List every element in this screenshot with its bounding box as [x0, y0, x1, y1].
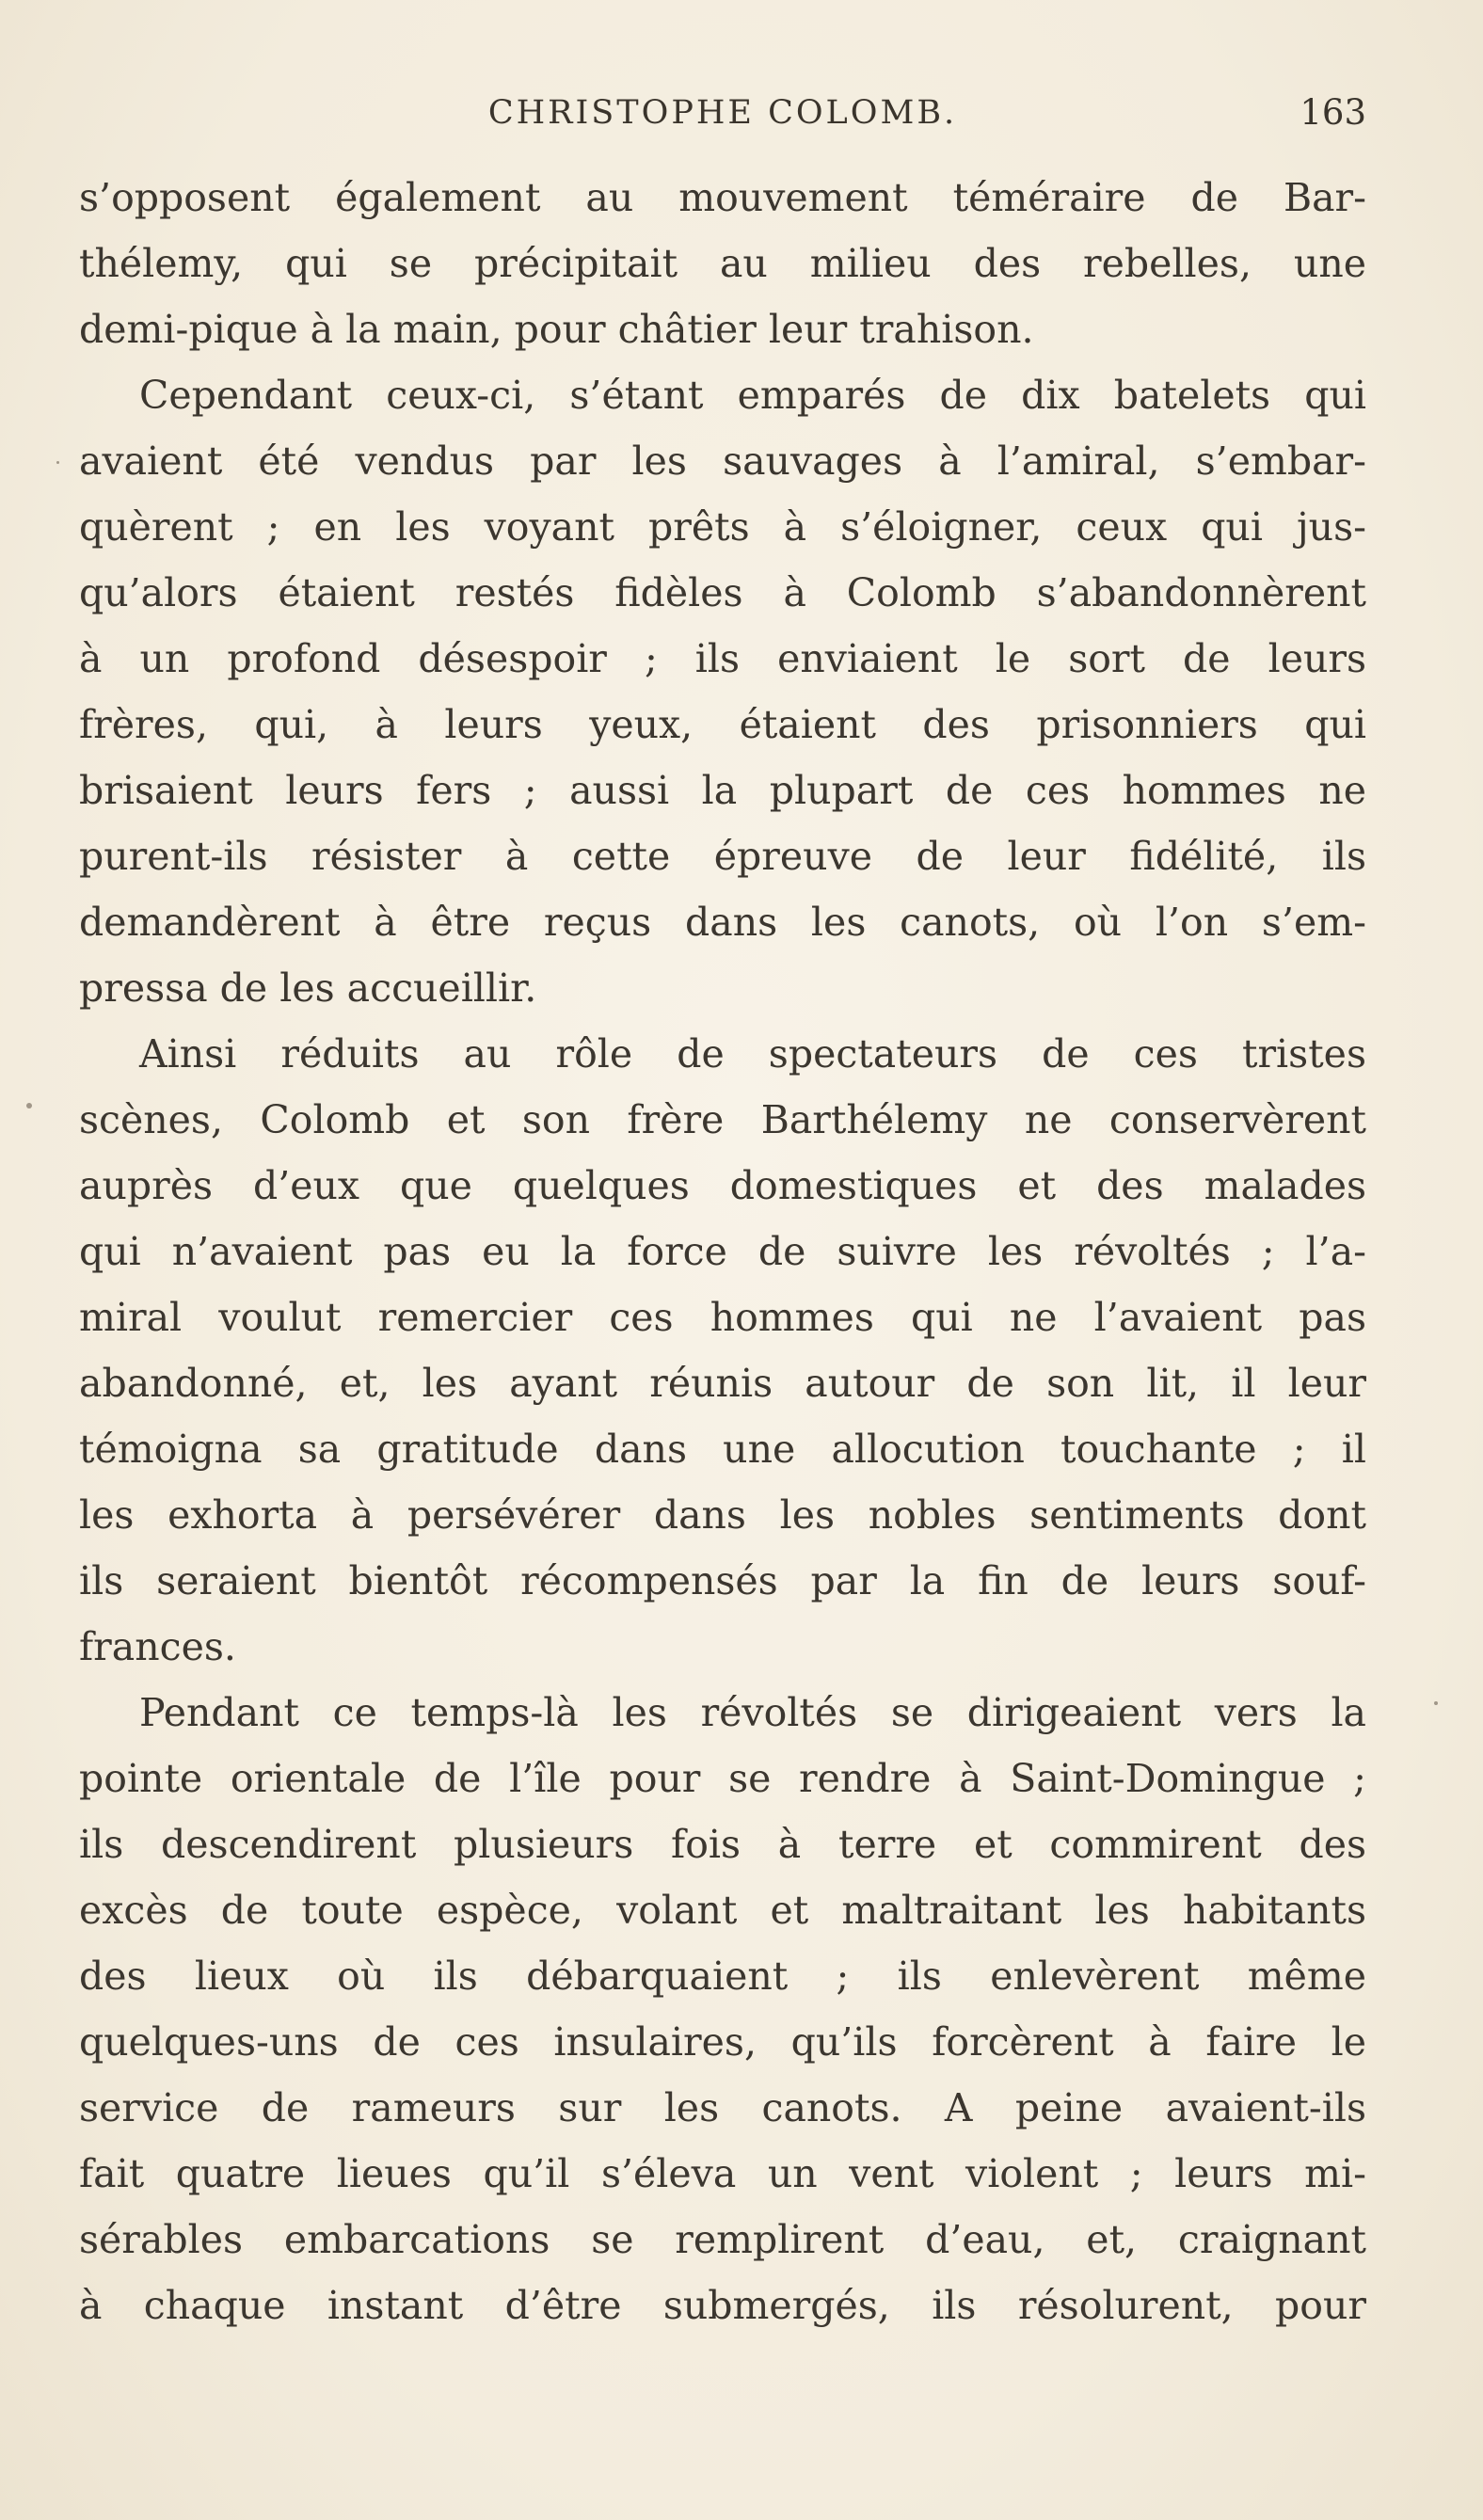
- text-line: ils seraient bientôt récompensés par la fin de leurs souf-: [79, 1558, 1366, 1603]
- paper-speck: [56, 461, 59, 464]
- text-line: quèrent ; en les voyant prêts à s’éloigner, ceux qui jus-: [79, 504, 1366, 550]
- paper-speck: [26, 1103, 32, 1108]
- text-line: Pendant ce temps-là les révoltés se dirigeaient vers la: [139, 1690, 1366, 1735]
- text-line: avaient été vendus par les sauvages à l’amiral, s’embar-: [79, 439, 1366, 484]
- text-line: les exhorta à persévérer dans les nobles sentiments dont: [79, 1492, 1366, 1538]
- running-title: CHRISTOPHE COLOMB.: [487, 94, 958, 132]
- text-line: pressa de les accueillir.: [79, 965, 537, 1011]
- text-line: scènes, Colomb et son frère Barthélemy ne conservèrent: [79, 1097, 1366, 1142]
- text-line: témoigna sa gratitude dans une allocution touchante ; il: [79, 1427, 1366, 1472]
- text-line: abandonné, et, les ayant réunis autour de son lit, il leur: [79, 1361, 1366, 1406]
- text-line: service de rameurs sur les canots. A peine avaient-ils: [79, 2085, 1366, 2130]
- text-line: sérables embarcations se remplirent d’eau, et, craignant: [79, 2217, 1366, 2262]
- text-line: qui n’avaient pas eu la force de suivre les révoltés ; l’a-: [79, 1229, 1366, 1274]
- text-line: purent-ils résister à cette épreuve de leur fidélité, ils: [79, 834, 1366, 879]
- text-line: qu’alors étaient restés fidèles à Colomb s’abandonnèrent: [79, 570, 1366, 615]
- text-line: demi-pique à la main, pour châtier leur trahison.: [79, 307, 1034, 352]
- text-line: à chaque instant d’être submergés, ils résolurent, pour: [79, 2283, 1366, 2328]
- text-line: des lieux où ils débarquaient ; ils enlevèrent même: [79, 1954, 1366, 1999]
- text-line: brisaient leurs fers ; aussi la plupart de ces hommes ne: [79, 768, 1366, 813]
- text-line: frances.: [79, 1624, 236, 1669]
- text-line: fait quatre lieues qu’il s’éleva un vent violent ; leurs mi-: [79, 2151, 1366, 2196]
- text-line: s’opposent également au mouvement téméraire de Bar-: [79, 175, 1366, 220]
- text-line: quelques-uns de ces insulaires, qu’ils forcèrent à faire le: [79, 2019, 1366, 2065]
- text-line: Ainsi réduits au rôle de spectateurs de ces tristes: [139, 1031, 1366, 1077]
- text-line: Cependant ceux-ci, s’étant emparés de dix batelets qui: [139, 373, 1366, 418]
- text-line: miral voulut remercier ces hommes qui ne l’avaient pas: [79, 1295, 1366, 1340]
- text-line: auprès d’eux que quelques domestiques et des malades: [79, 1163, 1366, 1208]
- text-line: thélemy, qui se précipitait au milieu des rebelles, une: [79, 241, 1366, 286]
- text-line: demandèrent à être reçus dans les canots, où l’on s’em-: [79, 900, 1366, 945]
- paper-speck: [1434, 1701, 1438, 1705]
- page-number: 163: [1300, 92, 1366, 133]
- text-line: frères, qui, à leurs yeux, étaient des prisonniers qui: [79, 702, 1366, 747]
- page-header: [79, 87, 1366, 139]
- text-line: à un profond désespoir ; ils enviaient le sort de leurs: [79, 636, 1366, 681]
- text-line: excès de toute espèce, volant et maltraitant les habitants: [79, 1888, 1366, 1933]
- body-text: [79, 165, 1366, 2338]
- text-line: ils descendirent plusieurs fois à terre et commirent des: [79, 1822, 1366, 1867]
- text-line: pointe orientale de l’île pour se rendre à Saint-Domingue ;: [79, 1756, 1366, 1801]
